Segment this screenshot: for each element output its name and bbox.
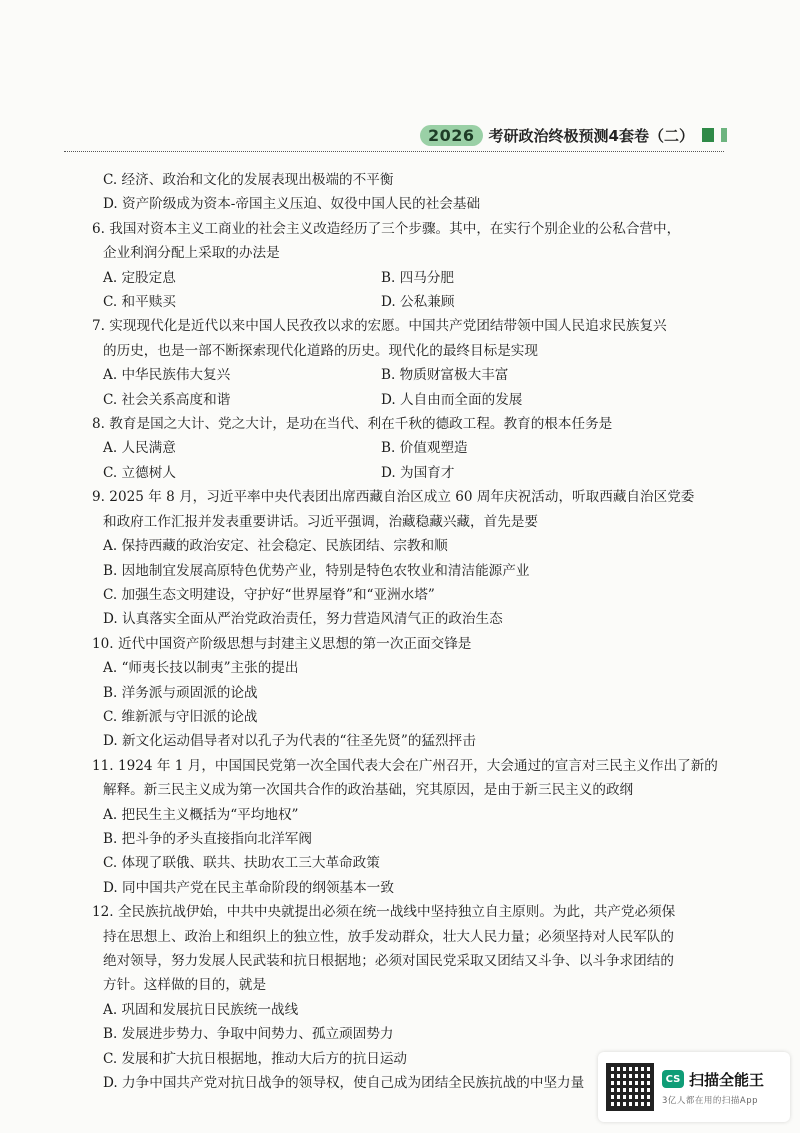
cs-logo-icon: CS: [662, 1070, 684, 1088]
option-a: A. 巩固和发展抗日民族统一战线: [103, 1001, 299, 1018]
paper-title: 考研政治终极预测4套卷（二）: [488, 126, 694, 145]
option-row: [92, 461, 706, 485]
question-stem: 绝对领导，努力发展人民武装和抗日根据地；必须对国民党采取又团结又斗争、以斗争求团结的: [103, 953, 674, 969]
option-a: A. “师夷长技以制夷”主张的提出: [103, 660, 299, 677]
question-stem: 12. 全民族抗战伊始，中共中央就提出必须在统一战线中坚持独立自主原则。为此，共产党必须保: [92, 904, 676, 921]
option-d: D. 力争中国共产党对抗日战争的领导权，使自己成为团结全民族抗战的中坚力量: [103, 1075, 585, 1092]
option-c: C. 加强生态文明建设，守护好“世界屋脊”和“亚洲水塔”: [103, 586, 435, 603]
option-c: C. 社会关系高度和谐: [103, 391, 231, 408]
option-b: B. 洋务派与顽固派的论战: [103, 684, 258, 701]
option-row: [92, 363, 706, 387]
question-stem: 6. 我国对资本主义工商业的社会主义改造经历了三个步骤。其中，在实行个别企业的公私合营中，: [92, 220, 681, 237]
question-stem: 解释。新三民主义成为第一次国共合作的政治基础，究其原因，是由于新三民主义的政纲: [103, 782, 634, 799]
option-b: B. 物质财富极大丰富: [381, 367, 509, 384]
brand-subtitle: 3亿人都在用的扫描App: [662, 1095, 759, 1106]
option-d: D. 公私兼顾: [381, 294, 455, 311]
option-c: C. 和平赎买: [103, 294, 176, 311]
question-stem: 9. 2025 年 8 月，习近平率中央代表团出席西藏自治区成立 60 周年庆祝活动，听取西藏自治区党委: [92, 489, 695, 506]
question-stem: 11. 1924 年 1 月，中国国民党第一次全国代表大会在广州召开，大会通过的宣言对三民主义作出了新的: [92, 757, 718, 774]
qr-code-icon: [606, 1063, 654, 1111]
question-stem: 企业利润分配上采取的办法是: [103, 245, 280, 262]
option-b: B. 发展进步势力、争取中间势力、孤立顽固势力: [103, 1026, 394, 1043]
question-list: [92, 168, 718, 1095]
header-decoration-icon: [702, 128, 714, 142]
option-a: A. 人民满意: [103, 440, 176, 457]
option-c: C. 立德树人: [103, 464, 176, 481]
option-row: [92, 436, 706, 460]
option: C. 经济、政治和文化的发展表现出极端的不平衡: [103, 172, 394, 188]
option-c: C. 发展和扩大抗日根据地，推动大后方的抗日运动: [103, 1050, 408, 1067]
question-stem: 8. 教育是国之大计、党之大计，是功在当代、利在千秋的德政工程。教育的根本任务是: [92, 416, 613, 433]
option-d: D. 为国育才: [381, 464, 455, 481]
header-divider: [64, 151, 724, 152]
page-header: [420, 122, 727, 148]
option-a: A. 保持西藏的政治安定、社会稳定、民族团结、宗教和顺: [103, 538, 448, 555]
option-d: D. 人自由而全面的发展: [381, 391, 523, 408]
option-d: D. 认真落实全面从严治党政治责任，努力营造风清气正的政治生态: [103, 611, 503, 628]
option-b: B. 因地制宜发展高原特色优势产业，特别是特色农牧业和清洁能源产业: [103, 562, 530, 579]
scanner-brand: [662, 1069, 764, 1106]
option-d: D. 同中国共产党在民主革命阶段的纲领基本一致: [103, 879, 394, 896]
question-stem: 的历史，也是一部不断探索现代化道路的历史。现代化的最终目标是实现: [103, 342, 538, 359]
question-stem: 7. 实现现代化是近代以来中国人民孜孜以求的宏愿。中国共产党团结带领中国人民追求民族复兴: [92, 318, 667, 335]
option-a: A. 定股定息: [103, 269, 176, 286]
option-row: [92, 388, 706, 412]
option-c: C. 维新派与守旧派的论战: [103, 708, 258, 725]
question-stem: 和政府工作汇报并发表重要讲话。习近平强调，治藏稳藏兴藏，首先是要: [103, 513, 538, 530]
option-c: C. 体现了联俄、联共、扶助农工三大革命政策: [103, 855, 380, 872]
header-decoration-icon-small: [721, 128, 727, 142]
brand-name: 扫描全能王: [689, 1070, 765, 1089]
option-row: [92, 266, 706, 290]
option-a: A. 中华民族伟大复兴: [103, 367, 231, 384]
option-b: B. 价值观塑造: [381, 440, 468, 457]
option-row: [92, 290, 706, 314]
year-badge: 2026: [420, 125, 483, 146]
scanner-watermark: [598, 1052, 790, 1122]
question-stem: 10. 近代中国资产阶级思想与封建主义思想的第一次正面交锋是: [92, 635, 472, 652]
option-b: B. 把斗争的矛头直接指向北洋军阀: [103, 830, 312, 847]
option: D. 资产阶级成为资本-帝国主义压迫、奴役中国人民的社会基础: [103, 196, 481, 213]
option-d: D. 新文化运动倡导者对以孔子为代表的“往圣先贤”的猛烈抨击: [103, 733, 476, 750]
option-a: A. 把民生主义概括为“平均地权”: [103, 806, 299, 823]
question-stem: 持在思想上、政治上和组织上的独立性，放手发动群众，壮大人民力量；必须坚持对人民军队的: [103, 928, 674, 945]
question-stem: 方针。这样做的目的，就是: [103, 977, 267, 994]
option-b: B. 四马分肥: [381, 269, 455, 286]
